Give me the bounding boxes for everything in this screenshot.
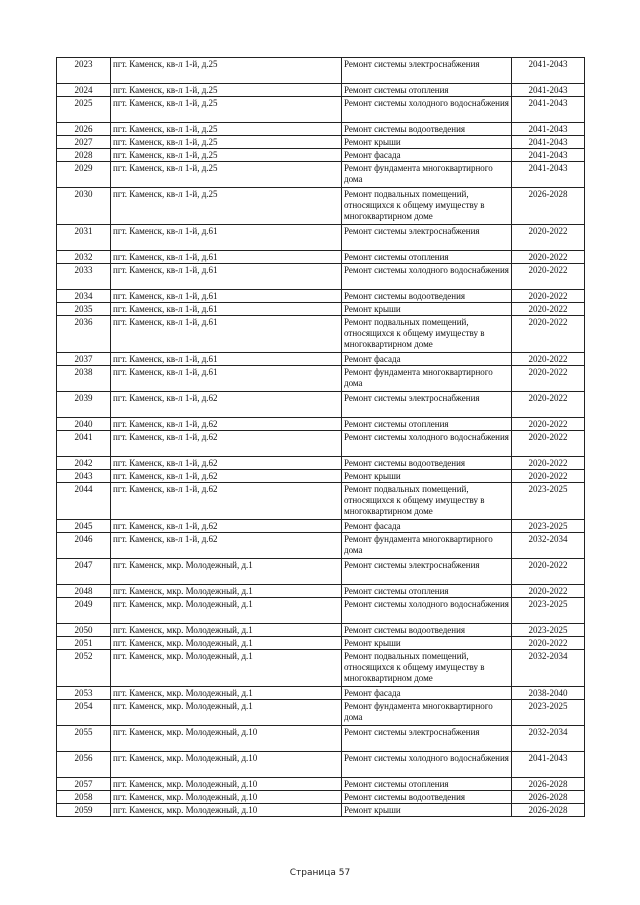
- table-row: [57, 392, 585, 418]
- period-cell: 2041-2043: [512, 136, 585, 149]
- table-row: [57, 533, 585, 559]
- address-cell: пгт. Каменск, кв-л 1-й, д.62: [111, 520, 342, 533]
- row-number-cell: 2029: [57, 162, 111, 188]
- table-row: [57, 84, 585, 97]
- period-cell: 2020-2022: [512, 264, 585, 290]
- work-type-cell: Ремонт крыши: [342, 136, 512, 149]
- work-type-cell: Ремонт системы электроснабжения: [342, 392, 512, 418]
- table-row: [57, 520, 585, 533]
- address-cell: пгт. Каменск, мкр. Молодежный, д.1: [111, 585, 342, 598]
- work-type-cell: Ремонт крыши: [342, 303, 512, 316]
- work-type-cell: Ремонт фундамента многоквартирного дома: [342, 533, 512, 559]
- row-number-cell: 2024: [57, 84, 111, 97]
- work-type-cell: Ремонт системы электроснабжения: [342, 225, 512, 251]
- row-number-cell: 2036: [57, 316, 111, 353]
- address-cell: пгт. Каменск, мкр. Молодежный, д.1: [111, 598, 342, 624]
- row-number-cell: 2026: [57, 123, 111, 136]
- table-row: [57, 303, 585, 316]
- table-row: [57, 585, 585, 598]
- period-cell: 2020-2022: [512, 225, 585, 251]
- work-type-cell: Ремонт системы водоотведения: [342, 791, 512, 804]
- row-number-cell: 2031: [57, 225, 111, 251]
- period-cell: 2020-2022: [512, 637, 585, 650]
- period-cell: 2026-2028: [512, 804, 585, 817]
- table-row: [57, 700, 585, 726]
- row-number-cell: 2056: [57, 752, 111, 778]
- row-number-cell: 2030: [57, 188, 111, 225]
- row-number-cell: 2052: [57, 650, 111, 687]
- table-row: [57, 687, 585, 700]
- work-type-cell: Ремонт системы отопления: [342, 778, 512, 791]
- address-cell: пгт. Каменск, кв-л 1-й, д.61: [111, 290, 342, 303]
- work-type-cell: Ремонт системы электроснабжения: [342, 726, 512, 752]
- address-cell: пгт. Каменск, кв-л 1-й, д.61: [111, 303, 342, 316]
- work-type-cell: Ремонт крыши: [342, 804, 512, 817]
- table-row: [57, 431, 585, 457]
- address-cell: пгт. Каменск, кв-л 1-й, д.25: [111, 149, 342, 162]
- row-number-cell: 2044: [57, 483, 111, 520]
- work-type-cell: Ремонт системы водоотведения: [342, 290, 512, 303]
- address-cell: пгт. Каменск, кв-л 1-й, д.25: [111, 188, 342, 225]
- period-cell: 2041-2043: [512, 97, 585, 123]
- row-number-cell: 2023: [57, 58, 111, 84]
- period-cell: 2023-2025: [512, 598, 585, 624]
- row-number-cell: 2050: [57, 624, 111, 637]
- address-cell: пгт. Каменск, кв-л 1-й, д.25: [111, 84, 342, 97]
- row-number-cell: 2037: [57, 353, 111, 366]
- address-cell: пгт. Каменск, кв-л 1-й, д.62: [111, 418, 342, 431]
- row-number-cell: 2042: [57, 457, 111, 470]
- work-type-cell: Ремонт подвальных помещений, относящихся к общему имуществу в многоквартирном доме: [342, 316, 512, 353]
- work-type-cell: Ремонт фундамента многоквартирного дома: [342, 700, 512, 726]
- work-type-cell: Ремонт системы электроснабжения: [342, 559, 512, 585]
- work-type-cell: Ремонт системы электроснабжения: [342, 58, 512, 84]
- row-number-cell: 2039: [57, 392, 111, 418]
- table-row: [57, 778, 585, 791]
- address-cell: пгт. Каменск, кв-л 1-й, д.61: [111, 264, 342, 290]
- address-cell: пгт. Каменск, мкр. Молодежный, д.1: [111, 559, 342, 585]
- address-cell: пгт. Каменск, кв-л 1-й, д.25: [111, 136, 342, 149]
- table-row: [57, 791, 585, 804]
- table-row: [57, 251, 585, 264]
- table-row: [57, 290, 585, 303]
- work-type-cell: Ремонт подвальных помещений, относящихся к общему имуществу в многоквартирном доме: [342, 188, 512, 225]
- row-number-cell: 2027: [57, 136, 111, 149]
- period-cell: 2020-2022: [512, 290, 585, 303]
- address-cell: пгт. Каменск, кв-л 1-й, д.62: [111, 457, 342, 470]
- period-cell: 2041-2043: [512, 58, 585, 84]
- table-row: [57, 149, 585, 162]
- table-row: [57, 650, 585, 687]
- period-cell: 2026-2028: [512, 778, 585, 791]
- period-cell: 2020-2022: [512, 585, 585, 598]
- row-number-cell: 2033: [57, 264, 111, 290]
- table-row: [57, 752, 585, 778]
- work-type-cell: Ремонт фасада: [342, 353, 512, 366]
- work-type-cell: Ремонт фасада: [342, 687, 512, 700]
- address-cell: пгт. Каменск, кв-л 1-й, д.61: [111, 316, 342, 353]
- period-cell: 2032-2034: [512, 726, 585, 752]
- address-cell: пгт. Каменск, мкр. Молодежный, д.1: [111, 687, 342, 700]
- row-number-cell: 2041: [57, 431, 111, 457]
- table-row: [57, 598, 585, 624]
- address-cell: пгт. Каменск, мкр. Молодежный, д.10: [111, 791, 342, 804]
- work-type-cell: Ремонт системы отопления: [342, 418, 512, 431]
- row-number-cell: 2055: [57, 726, 111, 752]
- row-number-cell: 2032: [57, 251, 111, 264]
- address-cell: пгт. Каменск, мкр. Молодежный, д.10: [111, 726, 342, 752]
- address-cell: пгт. Каменск, кв-л 1-й, д.62: [111, 392, 342, 418]
- work-type-cell: Ремонт фасада: [342, 149, 512, 162]
- address-cell: пгт. Каменск, мкр. Молодежный, д.1: [111, 700, 342, 726]
- page-number: Страница 57: [289, 868, 351, 878]
- work-type-cell: Ремонт системы отопления: [342, 251, 512, 264]
- table-row: [57, 353, 585, 366]
- row-number-cell: 2035: [57, 303, 111, 316]
- period-cell: 2023-2025: [512, 483, 585, 520]
- work-type-cell: Ремонт системы отопления: [342, 84, 512, 97]
- address-cell: пгт. Каменск, кв-л 1-й, д.25: [111, 162, 342, 188]
- work-type-cell: Ремонт системы отопления: [342, 585, 512, 598]
- period-cell: 2023-2025: [512, 624, 585, 637]
- work-type-cell: Ремонт подвальных помещений, относящихся к общему имуществу в многоквартирном доме: [342, 650, 512, 687]
- period-cell: 2023-2025: [512, 700, 585, 726]
- address-cell: пгт. Каменск, кв-л 1-й, д.62: [111, 470, 342, 483]
- address-cell: пгт. Каменск, кв-л 1-й, д.25: [111, 97, 342, 123]
- period-cell: 2020-2022: [512, 251, 585, 264]
- table-row: [57, 136, 585, 149]
- work-type-cell: Ремонт системы водоотведения: [342, 123, 512, 136]
- period-cell: 2020-2022: [512, 366, 585, 392]
- work-type-cell: Ремонт подвальных помещений, относящихся к общему имуществу в многоквартирном доме: [342, 483, 512, 520]
- address-cell: пгт. Каменск, мкр. Молодежный, д.10: [111, 752, 342, 778]
- work-type-cell: Ремонт фундамента многоквартирного дома: [342, 366, 512, 392]
- row-number-cell: 2043: [57, 470, 111, 483]
- work-type-cell: Ремонт системы холодного водоснабжения: [342, 264, 512, 290]
- table-row: [57, 316, 585, 353]
- table-row: [57, 366, 585, 392]
- period-cell: 2032-2034: [512, 650, 585, 687]
- period-cell: 2020-2022: [512, 431, 585, 457]
- table-row: [57, 123, 585, 136]
- period-cell: 2026-2028: [512, 791, 585, 804]
- table-row: [57, 457, 585, 470]
- work-type-cell: Ремонт системы холодного водоснабжения: [342, 97, 512, 123]
- work-type-cell: Ремонт фундамента многоквартирного дома: [342, 162, 512, 188]
- period-cell: 2020-2022: [512, 392, 585, 418]
- period-cell: 2020-2022: [512, 418, 585, 431]
- period-cell: 2041-2043: [512, 123, 585, 136]
- work-type-cell: Ремонт системы холодного водоснабжения: [342, 598, 512, 624]
- period-cell: 2020-2022: [512, 457, 585, 470]
- period-cell: 2038-2040: [512, 687, 585, 700]
- period-cell: 2041-2043: [512, 162, 585, 188]
- address-cell: пгт. Каменск, кв-л 1-й, д.62: [111, 533, 342, 559]
- table-row: [57, 418, 585, 431]
- period-cell: 2041-2043: [512, 752, 585, 778]
- row-number-cell: 2054: [57, 700, 111, 726]
- table-row: [57, 637, 585, 650]
- table-row: [57, 188, 585, 225]
- address-cell: пгт. Каменск, кв-л 1-й, д.62: [111, 431, 342, 457]
- period-cell: 2020-2022: [512, 316, 585, 353]
- row-number-cell: 2047: [57, 559, 111, 585]
- row-number-cell: 2058: [57, 791, 111, 804]
- work-type-cell: Ремонт крыши: [342, 637, 512, 650]
- address-cell: пгт. Каменск, кв-л 1-й, д.61: [111, 225, 342, 251]
- row-number-cell: 2049: [57, 598, 111, 624]
- period-cell: 2041-2043: [512, 149, 585, 162]
- period-cell: 2041-2043: [512, 84, 585, 97]
- address-cell: пгт. Каменск, мкр. Молодежный, д.1: [111, 624, 342, 637]
- period-cell: 2020-2022: [512, 353, 585, 366]
- row-number-cell: 2028: [57, 149, 111, 162]
- address-cell: пгт. Каменск, кв-л 1-й, д.25: [111, 58, 342, 84]
- table-row: [57, 162, 585, 188]
- table-row: [57, 624, 585, 637]
- row-number-cell: 2046: [57, 533, 111, 559]
- work-type-cell: Ремонт системы водоотведения: [342, 457, 512, 470]
- table-row: [57, 559, 585, 585]
- address-cell: пгт. Каменск, мкр. Молодежный, д.1: [111, 650, 342, 687]
- address-cell: пгт. Каменск, кв-л 1-й, д.62: [111, 483, 342, 520]
- row-number-cell: 2059: [57, 804, 111, 817]
- row-number-cell: 2025: [57, 97, 111, 123]
- table-row: [57, 470, 585, 483]
- address-cell: пгт. Каменск, кв-л 1-й, д.61: [111, 366, 342, 392]
- address-cell: пгт. Каменск, мкр. Молодежный, д.1: [111, 637, 342, 650]
- work-type-cell: Ремонт фасада: [342, 520, 512, 533]
- row-number-cell: 2034: [57, 290, 111, 303]
- row-number-cell: 2040: [57, 418, 111, 431]
- address-cell: пгт. Каменск, мкр. Молодежный, д.10: [111, 778, 342, 791]
- work-type-cell: Ремонт крыши: [342, 470, 512, 483]
- address-cell: пгт. Каменск, мкр. Молодежный, д.10: [111, 804, 342, 817]
- table-row: [57, 225, 585, 251]
- address-cell: пгт. Каменск, кв-л 1-й, д.25: [111, 123, 342, 136]
- period-cell: 2020-2022: [512, 559, 585, 585]
- table-row: [57, 804, 585, 817]
- table-row: [57, 264, 585, 290]
- row-number-cell: 2038: [57, 366, 111, 392]
- table-row: [57, 58, 585, 84]
- row-number-cell: 2053: [57, 687, 111, 700]
- row-number-cell: 2057: [57, 778, 111, 791]
- period-cell: 2032-2034: [512, 533, 585, 559]
- period-cell: 2026-2028: [512, 188, 585, 225]
- period-cell: 2020-2022: [512, 470, 585, 483]
- address-cell: пгт. Каменск, кв-л 1-й, д.61: [111, 251, 342, 264]
- table-row: [57, 483, 585, 520]
- period-cell: 2020-2022: [512, 303, 585, 316]
- address-cell: пгт. Каменск, кв-л 1-й, д.61: [111, 353, 342, 366]
- work-type-cell: Ремонт системы водоотведения: [342, 624, 512, 637]
- row-number-cell: 2045: [57, 520, 111, 533]
- table-row: [57, 726, 585, 752]
- work-type-cell: Ремонт системы холодного водоснабжения: [342, 431, 512, 457]
- row-number-cell: 2048: [57, 585, 111, 598]
- row-number-cell: 2051: [57, 637, 111, 650]
- period-cell: 2023-2025: [512, 520, 585, 533]
- table-row: [57, 97, 585, 123]
- work-type-cell: Ремонт системы холодного водоснабжения: [342, 752, 512, 778]
- repair-schedule-table: [56, 57, 585, 817]
- table-body: [57, 58, 585, 817]
